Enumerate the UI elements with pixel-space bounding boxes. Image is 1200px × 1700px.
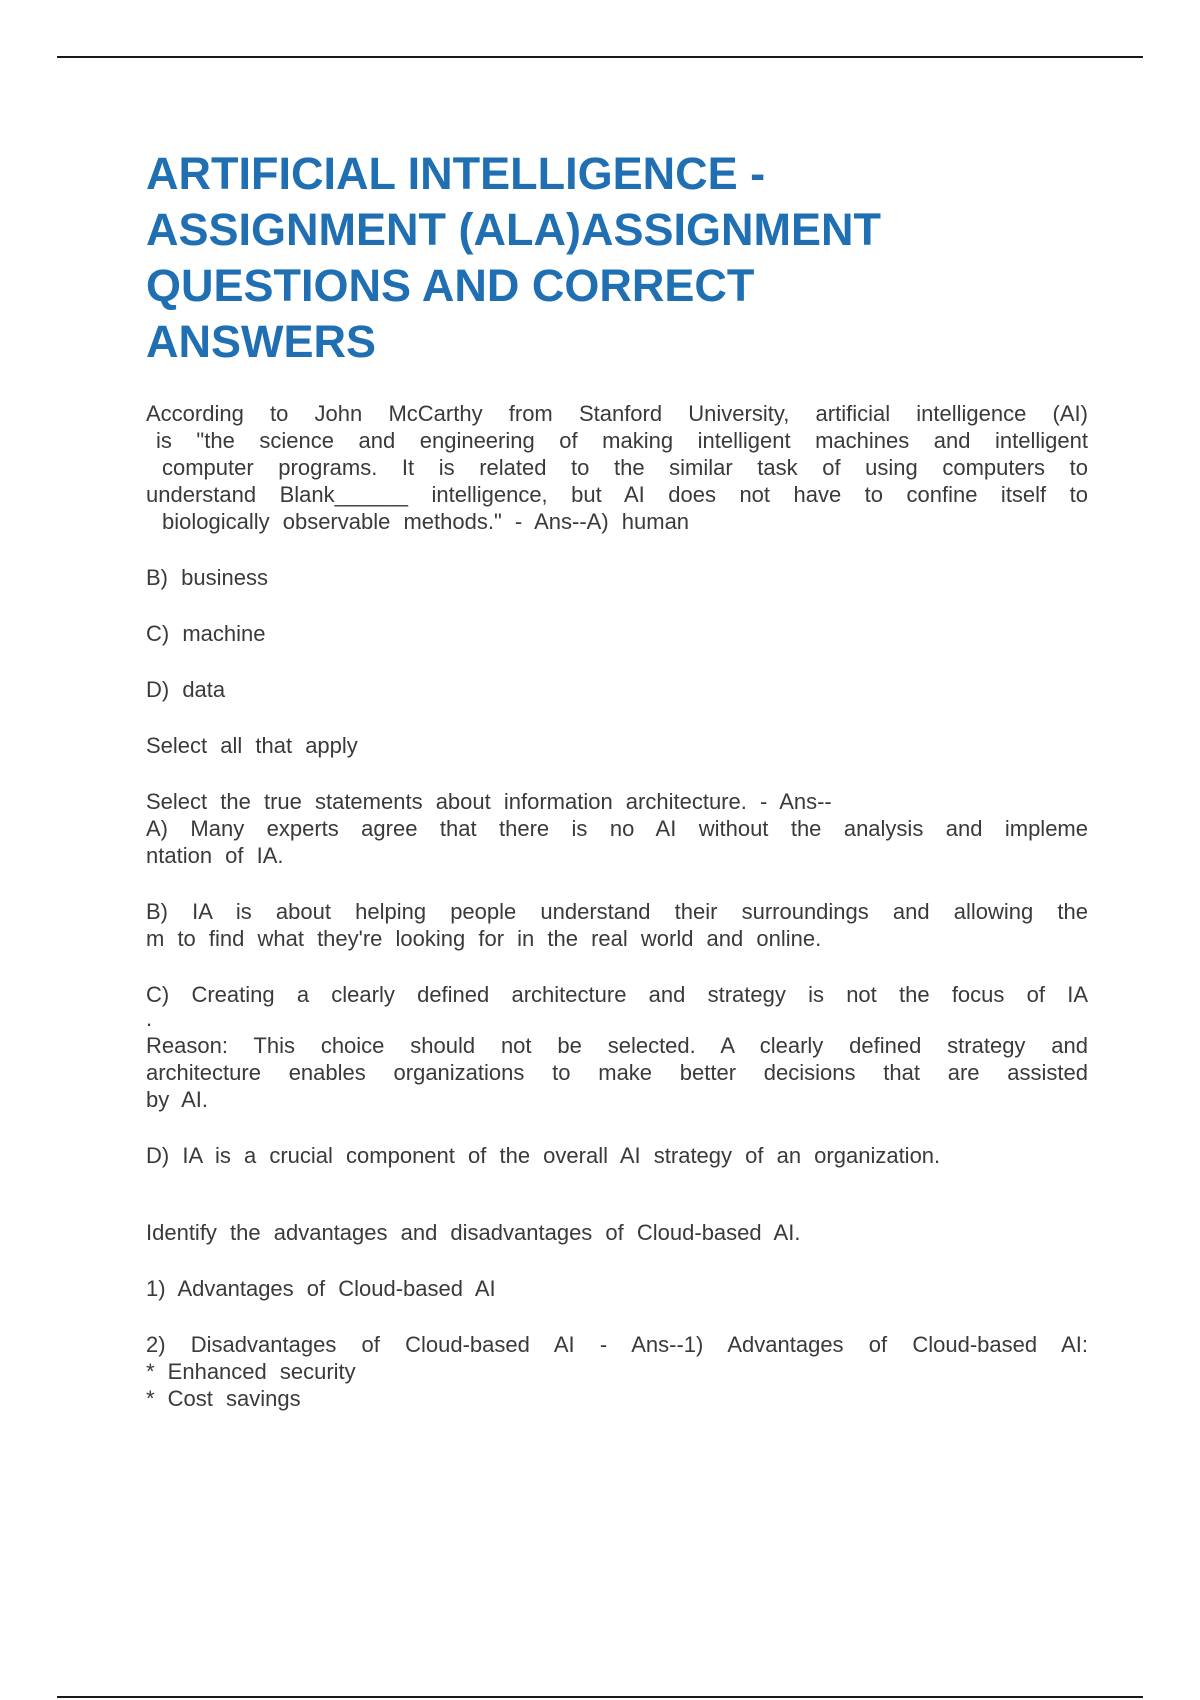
bullet-item: * Enhanced security <box>146 1359 356 1384</box>
top-rule <box>57 56 1143 58</box>
select-all-text: Select all that apply <box>146 733 358 758</box>
item-2-text: 2) Disadvantages of Cloud-based AI - Ans--1) Advantages of Cloud-based AI: <box>146 1332 1088 1357</box>
title-line: ARTIFICIAL INTELLIGENCE - <box>146 148 766 199</box>
option-c <box>146 620 1088 647</box>
answer-c-reason <box>146 1032 1088 1113</box>
option-b <box>146 564 1088 591</box>
answer-a-line: A) Many experts agree that there is no AI without the analysis and impleme <box>146 816 1088 841</box>
question-2 <box>146 788 1088 869</box>
answer-a-line: ntation of IA. <box>146 843 284 868</box>
question-3 <box>146 1219 1088 1246</box>
item-1-text: 1) Advantages of Cloud-based AI <box>146 1276 496 1301</box>
answer-b <box>146 898 1088 952</box>
option-c-text: C) machine <box>146 621 266 646</box>
option-b-text: B) business <box>146 565 268 590</box>
answer-d <box>146 1142 1088 1169</box>
answer-c-line: C) Creating a clearly defined architecture and strategy is not the focus of IA <box>146 982 1088 1007</box>
bottom-rule <box>57 1696 1143 1698</box>
question-1 <box>146 400 1088 535</box>
reason-line: architecture enables organizations to make better decisions that are assisted <box>146 1060 1088 1085</box>
option-d <box>146 676 1088 703</box>
title-line: ASSIGNMENT (ALA)ASSIGNMENT <box>146 204 881 255</box>
select-all-note <box>146 732 1088 759</box>
question-1-line: computer programs. It is related to the similar task of using computers to <box>162 455 1088 480</box>
answer-c-line: . <box>146 1006 153 1031</box>
reason-line: Reason: This choice should not be selected. A clearly defined strategy and <box>146 1033 1088 1058</box>
document-body <box>146 146 1088 1441</box>
answer-c <box>146 981 1088 1030</box>
title-line: QUESTIONS AND CORRECT <box>146 260 755 311</box>
reason-line: by AI. <box>146 1087 209 1112</box>
answer-b-line: m to find what they're looking for in the real world and online. <box>146 926 822 951</box>
question-1-line: biologically observable methods." - Ans--A) human <box>162 509 690 534</box>
bullet-item: * Cost savings <box>146 1386 301 1411</box>
question-3-item-2 <box>146 1331 1088 1412</box>
question-1-line: According to John McCarthy from Stanford University, artificial intelligence (AI) <box>146 401 1088 426</box>
question-1-line: understand Blank______ intelligence, but AI does not have to confine itself to <box>146 482 1088 507</box>
question-2-text: Select the true statements about information architecture. - Ans-- <box>146 789 832 814</box>
question-1-line: is "the science and engineering of making intelligent machines and intelligent <box>156 428 1088 453</box>
answer-b-line: B) IA is about helping people understand their surroundings and allowing the <box>146 899 1088 924</box>
answer-d-line: D) IA is a crucial component of the overall AI strategy of an organization. <box>146 1143 941 1168</box>
title-line: ANSWERS <box>146 316 377 367</box>
document-title <box>146 146 1088 370</box>
question-3-text: Identify the advantages and disadvantages of Cloud-based AI. <box>146 1220 801 1245</box>
question-3-item-1 <box>146 1275 1088 1302</box>
option-d-text: D) data <box>146 677 226 702</box>
